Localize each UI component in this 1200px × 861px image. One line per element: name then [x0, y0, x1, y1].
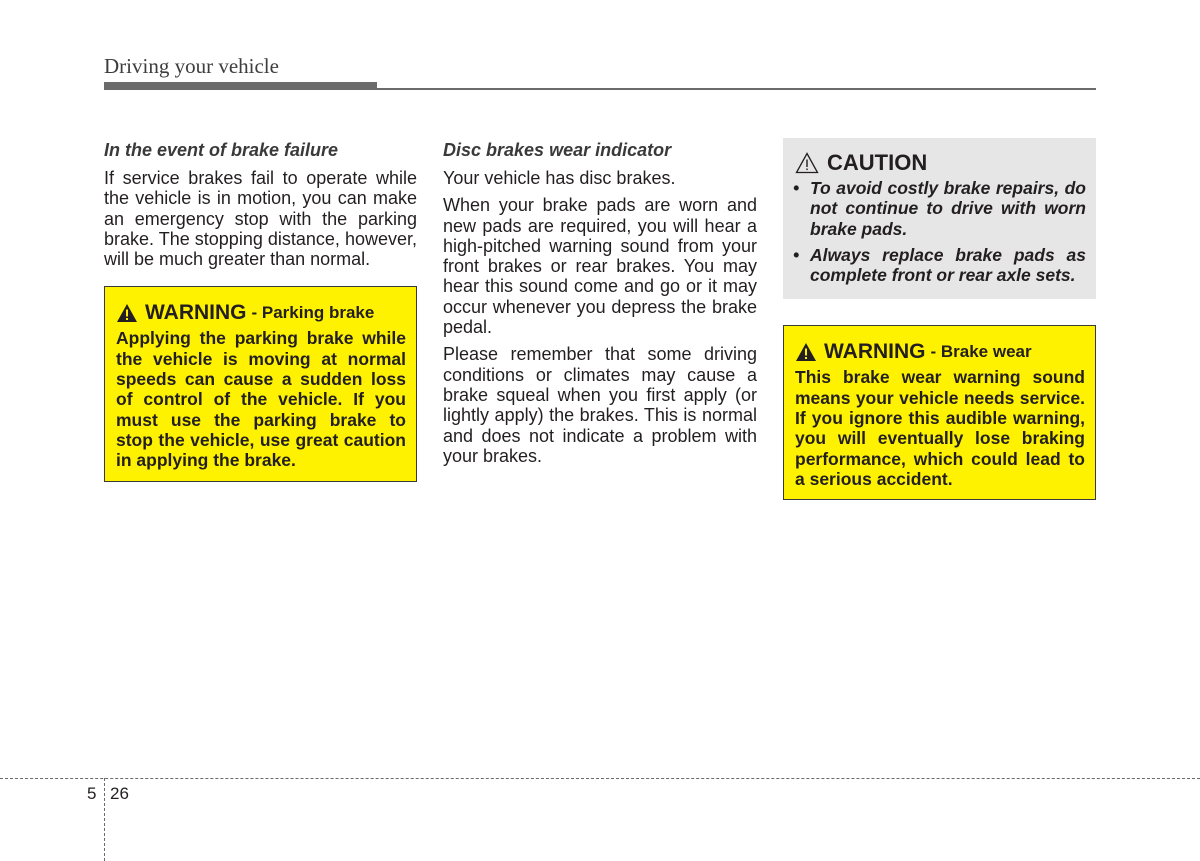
warning-label: WARNING	[145, 301, 247, 325]
caution-triangle-icon	[795, 152, 819, 174]
bullet-icon: •	[793, 244, 800, 265]
brake-failure-subheading: In the event of brake failure	[104, 140, 339, 160]
warning-triangle-icon	[795, 342, 817, 362]
brake-wear-warning-box	[783, 325, 1096, 500]
page-section-number: 5	[87, 784, 97, 803]
bullet-icon: •	[793, 178, 800, 198]
header-rule-thick	[104, 82, 377, 90]
brake-wear-warning-title	[795, 340, 1085, 364]
brake-failure-paragraph: If service brakes fail to operate while the vehicle is in motion, you can make an emergency stop with the parking brake. The stopping distance, however, will be much greater than normal.	[104, 168, 417, 270]
page-header-title: Driving your vehicle	[104, 54, 279, 78]
column-brake-failure	[104, 138, 417, 482]
parking-brake-warning-text: Applying the parking brake while the vehicle is moving at normal speeds can cause a sudden loss of control of the vehicle. If you must use the parking brake to stop the vehicle, use great caution in applying the brake.	[116, 328, 406, 471]
warning-subtitle: - Brake wear	[930, 342, 1032, 362]
header-rule-thin	[377, 88, 1096, 90]
caution-item-text: To avoid costly brake repairs, do not continue to drive with worn brake pads.	[810, 178, 1086, 239]
brake-wear-warning-text: This brake wear warning sound means your vehicle needs service. If you ignore this audible warning, you will eventually lose braking performance, which could lead to a serious accident.	[795, 367, 1085, 489]
column-disc-brakes	[443, 138, 757, 473]
disc-brakes-paragraph-2: When your brake pads are worn and new pads are required, you will hear a high-pitched warning sound from your front brakes or rear brakes. You may hear this sound come and go or it may occur whenever you depress the brake pedal.	[443, 195, 757, 338]
disc-brakes-paragraph-3: Please remember that some driving conditions or climates may cause a brake squeal when you first apply (or lightly apply) the brakes. This is normal and does not indicate a problem with your brakes.	[443, 344, 757, 466]
column-caution-warning	[783, 138, 1096, 500]
footer-dashed-rule	[0, 778, 1200, 779]
parking-brake-warning-title	[116, 301, 406, 325]
page-number: 26	[110, 784, 129, 803]
disc-brakes-paragraph-1: Your vehicle has disc brakes.	[443, 168, 676, 188]
caution-title	[793, 150, 1086, 176]
caution-item-text: Always replace brake pads as complete front or rear axle sets.	[810, 244, 1086, 286]
parking-brake-warning-box	[104, 286, 417, 481]
list-item	[793, 245, 1086, 286]
caution-list	[793, 178, 1086, 285]
footer-dashed-vertical-rule	[104, 778, 105, 861]
brake-pads-caution-box	[783, 138, 1096, 299]
warning-label: WARNING	[824, 340, 926, 364]
warning-triangle-icon	[116, 303, 138, 323]
warning-subtitle: - Parking brake	[251, 303, 375, 323]
disc-brakes-subheading: Disc brakes wear indicator	[443, 140, 672, 160]
caution-label: CAUTION	[827, 150, 928, 175]
list-item	[793, 178, 1086, 239]
